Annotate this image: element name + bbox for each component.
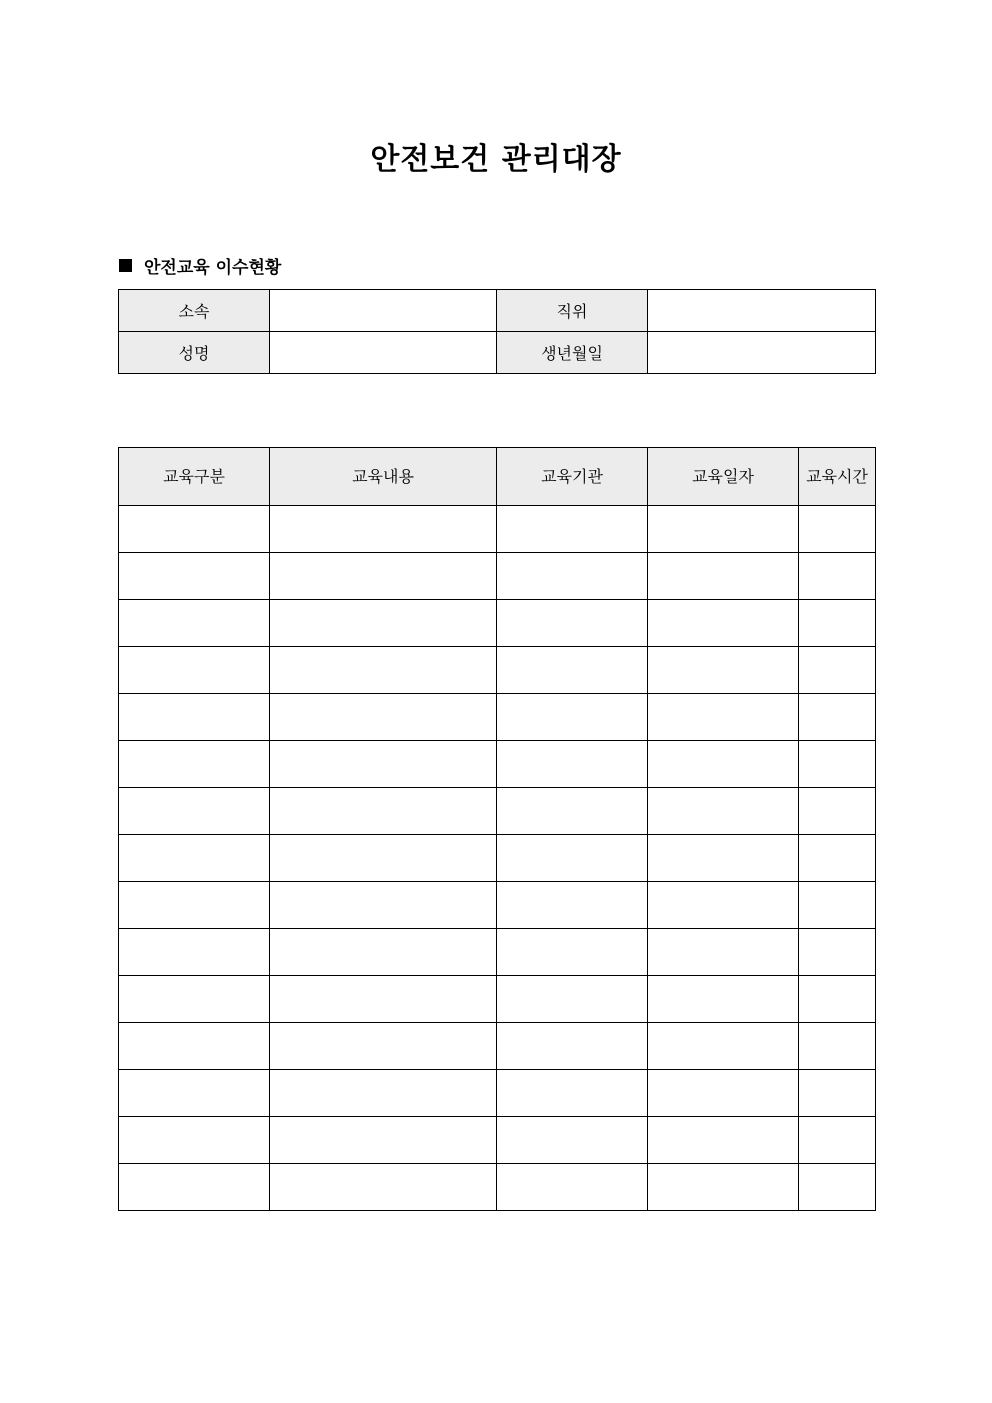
education-institution-cell[interactable] [497, 506, 648, 553]
education-type-cell[interactable] [119, 1023, 270, 1070]
birthdate-field[interactable] [648, 332, 876, 374]
education-type-cell[interactable] [119, 741, 270, 788]
education-hours-cell[interactable] [799, 741, 876, 788]
info-row [119, 290, 876, 332]
education-date-cell[interactable] [648, 1164, 799, 1211]
table-row [119, 553, 876, 600]
education-content-cell[interactable] [270, 929, 497, 976]
table-row [119, 506, 876, 553]
name-field[interactable] [270, 332, 497, 374]
education-type-cell[interactable] [119, 1070, 270, 1117]
education-content-cell[interactable] [270, 1164, 497, 1211]
header-education-date: 교육일자 [648, 448, 799, 506]
education-hours-cell[interactable] [799, 976, 876, 1023]
education-content-cell[interactable] [270, 647, 497, 694]
education-hours-cell[interactable] [799, 1117, 876, 1164]
education-date-cell[interactable] [648, 835, 799, 882]
education-type-cell[interactable] [119, 835, 270, 882]
education-institution-cell[interactable] [497, 835, 648, 882]
education-institution-cell[interactable] [497, 647, 648, 694]
table-row [119, 929, 876, 976]
education-record-table [118, 447, 876, 1211]
education-type-cell[interactable] [119, 976, 270, 1023]
education-hours-cell[interactable] [799, 647, 876, 694]
education-institution-cell[interactable] [497, 788, 648, 835]
education-type-cell[interactable] [119, 600, 270, 647]
education-institution-cell[interactable] [497, 1164, 648, 1211]
affiliation-field[interactable] [270, 290, 497, 332]
education-content-cell[interactable] [270, 600, 497, 647]
table-row [119, 1117, 876, 1164]
education-hours-cell[interactable] [799, 600, 876, 647]
education-date-cell[interactable] [648, 553, 799, 600]
education-hours-cell[interactable] [799, 1023, 876, 1070]
affiliation-label: 소속 [119, 290, 270, 332]
education-date-cell[interactable] [648, 788, 799, 835]
education-date-cell[interactable] [648, 976, 799, 1023]
education-hours-cell[interactable] [799, 788, 876, 835]
birthdate-label: 생년월일 [497, 332, 648, 374]
education-type-cell[interactable] [119, 553, 270, 600]
table-row [119, 788, 876, 835]
education-type-cell[interactable] [119, 788, 270, 835]
square-bullet-icon [119, 259, 132, 272]
education-institution-cell[interactable] [497, 1070, 648, 1117]
name-label: 성명 [119, 332, 270, 374]
education-content-cell[interactable] [270, 1023, 497, 1070]
education-type-cell[interactable] [119, 1164, 270, 1211]
education-institution-cell[interactable] [497, 1023, 648, 1070]
education-date-cell[interactable] [648, 506, 799, 553]
education-date-cell[interactable] [648, 1070, 799, 1117]
education-date-cell[interactable] [648, 1023, 799, 1070]
section-heading [119, 253, 281, 278]
education-date-cell[interactable] [648, 600, 799, 647]
education-hours-cell[interactable] [799, 882, 876, 929]
education-content-cell[interactable] [270, 553, 497, 600]
table-row [119, 647, 876, 694]
table-row [119, 882, 876, 929]
education-content-cell[interactable] [270, 1070, 497, 1117]
education-type-cell[interactable] [119, 506, 270, 553]
table-row [119, 600, 876, 647]
education-content-cell[interactable] [270, 694, 497, 741]
education-date-cell[interactable] [648, 1117, 799, 1164]
education-rows [119, 506, 876, 1211]
education-hours-cell[interactable] [799, 835, 876, 882]
education-type-cell[interactable] [119, 647, 270, 694]
section-heading-label: 안전교육 이수현황 [144, 258, 282, 278]
education-type-cell[interactable] [119, 882, 270, 929]
education-content-cell[interactable] [270, 506, 497, 553]
table-row [119, 835, 876, 882]
personal-info-table [118, 289, 876, 374]
education-institution-cell[interactable] [497, 929, 648, 976]
education-hours-cell[interactable] [799, 553, 876, 600]
education-institution-cell[interactable] [497, 1117, 648, 1164]
education-date-cell[interactable] [648, 929, 799, 976]
table-row [119, 1023, 876, 1070]
education-content-cell[interactable] [270, 882, 497, 929]
education-header-row [119, 448, 876, 506]
info-row [119, 332, 876, 374]
education-institution-cell[interactable] [497, 694, 648, 741]
education-content-cell[interactable] [270, 788, 497, 835]
education-institution-cell[interactable] [497, 553, 648, 600]
table-row [119, 1164, 876, 1211]
table-row [119, 976, 876, 1023]
position-label: 직위 [497, 290, 648, 332]
education-type-cell[interactable] [119, 929, 270, 976]
position-field[interactable] [648, 290, 876, 332]
header-education-content: 교육내용 [270, 448, 497, 506]
table-row [119, 741, 876, 788]
education-hours-cell[interactable] [799, 929, 876, 976]
education-institution-cell[interactable] [497, 600, 648, 647]
education-date-cell[interactable] [648, 882, 799, 929]
header-education-institution: 교육기관 [497, 448, 648, 506]
education-hours-cell[interactable] [799, 1070, 876, 1117]
education-date-cell[interactable] [648, 647, 799, 694]
education-institution-cell[interactable] [497, 741, 648, 788]
document-title: 안전보건 관리대장 [370, 142, 622, 177]
education-date-cell[interactable] [648, 694, 799, 741]
education-content-cell[interactable] [270, 976, 497, 1023]
table-row [119, 1070, 876, 1117]
education-hours-cell[interactable] [799, 506, 876, 553]
table-row [119, 694, 876, 741]
education-content-cell[interactable] [270, 1117, 497, 1164]
education-type-cell[interactable] [119, 1117, 270, 1164]
education-hours-cell[interactable] [799, 1164, 876, 1211]
education-type-cell[interactable] [119, 694, 270, 741]
education-institution-cell[interactable] [497, 976, 648, 1023]
education-hours-cell[interactable] [799, 694, 876, 741]
education-date-cell[interactable] [648, 741, 799, 788]
header-education-hours: 교육시간 [799, 448, 876, 506]
education-content-cell[interactable] [270, 741, 497, 788]
education-institution-cell[interactable] [497, 882, 648, 929]
header-education-type: 교육구분 [119, 448, 270, 506]
education-content-cell[interactable] [270, 835, 497, 882]
